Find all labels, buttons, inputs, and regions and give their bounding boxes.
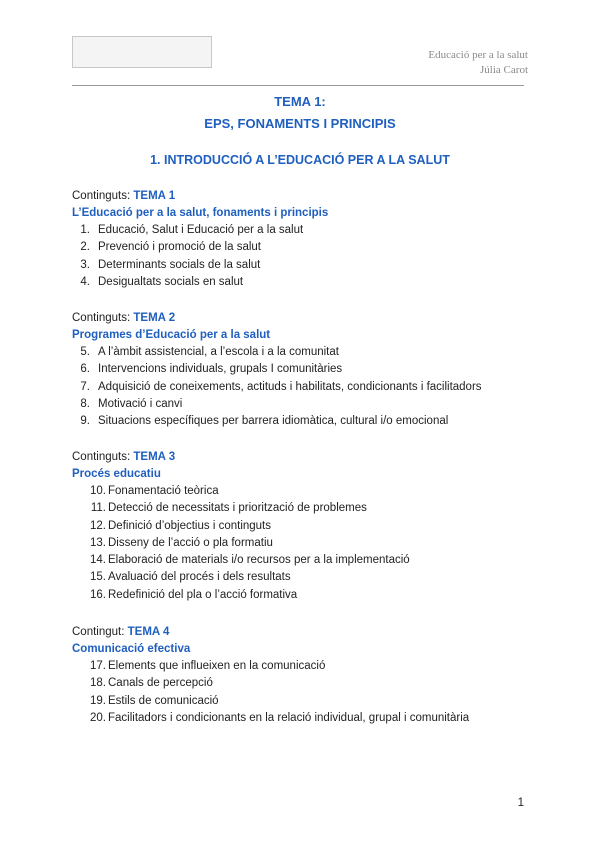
list-item — [72, 569, 542, 586]
label-tema: TEMA 2 — [133, 312, 176, 324]
block-subtitle: Programes d’Educació per a la salut — [72, 329, 271, 341]
label-prefix: Contingut: — [72, 626, 125, 638]
item-text: Determinants socials de la salut — [98, 258, 261, 271]
item-number: 13. — [90, 536, 106, 549]
item-number: 5. — [80, 346, 90, 358]
page-title-line2: EPS, FONAMENTS I PRINCIPIS — [204, 116, 396, 131]
item-text: Facilitadors i condicionants en la relació individual, grupal i comunitària — [108, 711, 470, 724]
list-item — [72, 361, 542, 378]
item-text: Elements que influeixen en la comunicació — [108, 660, 326, 672]
item-number: 19. — [90, 694, 106, 707]
item-text: Desigualtats socials en salut — [98, 275, 244, 288]
item-number: 1. — [80, 224, 90, 236]
item-text: Redefinició del pla o l’acció formativa — [108, 588, 298, 601]
block-subtitle: Comunicació efectiva — [72, 643, 191, 655]
list-item — [72, 710, 542, 727]
item-number: 20. — [90, 711, 106, 724]
list-item — [72, 587, 542, 604]
block-label — [72, 449, 542, 466]
list-item — [72, 413, 542, 430]
content-block-tema-2 — [72, 310, 542, 430]
content-block-tema-3 — [72, 449, 542, 604]
label-prefix: Continguts: — [72, 190, 131, 202]
item-text: Fonamentació teòrica — [108, 485, 219, 497]
item-number: 7. — [80, 380, 90, 393]
item-number: 18. — [90, 677, 106, 690]
list-item — [72, 518, 542, 535]
item-text: Elaboració de materials i/o recursos per a la implementació — [108, 554, 410, 567]
topic-list — [72, 222, 542, 291]
item-number: 17. — [90, 660, 106, 672]
item-text: Motivació i canvi — [98, 397, 183, 410]
block-subtitle: L’Educació per a la salut, fonaments i principis — [72, 207, 329, 219]
list-item — [72, 693, 542, 710]
page-title-line1: TEMA 1: — [274, 94, 326, 109]
item-text: Situacions específiques per barrera idiomàtica, cultural i/o emocional — [98, 415, 449, 428]
item-number: 2. — [80, 241, 90, 254]
page-header — [428, 48, 528, 78]
list-item — [72, 379, 542, 396]
content-block-tema-1 — [72, 188, 542, 291]
item-number: 15. — [90, 571, 106, 584]
item-number: 4. — [80, 275, 90, 288]
item-text: Definició d’objectius i continguts — [108, 519, 272, 532]
item-text: Detecció de necessitats i priorització de problemes — [108, 502, 367, 515]
item-text: A l’àmbit assistencial, a l’escola i a la comunitat — [98, 346, 339, 358]
topic-list — [72, 658, 542, 727]
label-prefix: Continguts: — [72, 451, 131, 463]
list-item — [72, 552, 542, 569]
block-label — [72, 188, 542, 205]
item-number: 8. — [80, 397, 90, 410]
item-number: 12. — [90, 519, 106, 532]
item-number: 10. — [90, 485, 106, 497]
topic-list — [72, 483, 542, 604]
list-item — [72, 396, 542, 413]
item-text: Adquisició de coneixements, actituds i habilitats, condicionants i facilitadors — [98, 380, 482, 393]
list-item — [72, 483, 542, 500]
block-label — [72, 624, 542, 641]
item-number: 9. — [80, 415, 90, 428]
item-text: Intervencions individuals, grupals I comunitàries — [98, 363, 343, 376]
label-prefix: Continguts: — [72, 312, 131, 324]
item-number: 14. — [90, 554, 106, 567]
list-item — [72, 344, 542, 361]
header-author: Júlia Carot — [480, 64, 528, 76]
logo-placeholder — [72, 36, 212, 68]
section-heading: 1. INTRODUCCIÓ A L’EDUCACIÓ PER A LA SALUT — [150, 153, 450, 167]
page-number: 1 — [517, 797, 524, 809]
item-number: 6. — [80, 363, 90, 376]
block-label — [72, 310, 542, 327]
list-item — [72, 222, 542, 239]
content-block-tema-4 — [72, 624, 542, 727]
list-item — [72, 257, 542, 274]
list-item — [72, 500, 542, 517]
item-text: Canals de percepció — [108, 677, 213, 690]
item-number: 11. — [90, 502, 106, 515]
item-number: 3. — [80, 258, 90, 271]
header-course: Educació per a la salut — [428, 49, 528, 61]
label-tema: TEMA 3 — [133, 451, 176, 463]
header-divider — [72, 85, 524, 86]
list-item — [72, 239, 542, 256]
item-text: Educació, Salut i Educació per a la salut — [98, 224, 304, 236]
list-item — [72, 658, 542, 675]
item-number: 16. — [90, 588, 106, 601]
list-item — [72, 535, 542, 552]
item-text: Prevenció i promoció de la salut — [98, 241, 261, 254]
topic-list — [72, 344, 542, 430]
item-text: Estils de comunicació — [108, 694, 219, 707]
label-tema: TEMA 1 — [133, 190, 176, 202]
block-subtitle: Procés educatiu — [72, 468, 161, 480]
item-text: Avaluació del procés i dels resultats — [108, 571, 291, 584]
list-item — [72, 675, 542, 692]
list-item — [72, 274, 542, 291]
label-tema: TEMA 4 — [127, 626, 170, 638]
item-text: Disseny de l’acció o pla formatiu — [108, 536, 273, 549]
